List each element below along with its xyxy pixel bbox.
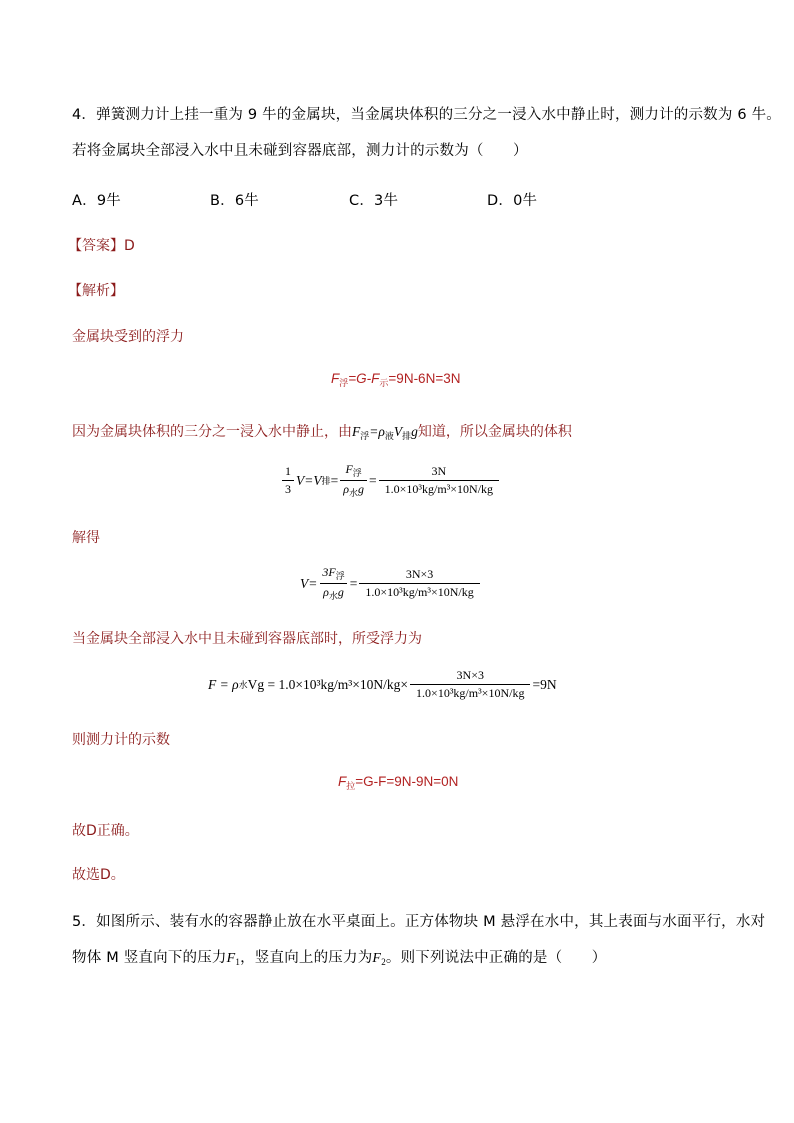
step4-text: 当金属块全部浸入水中且未碰到容器底部时，所受浮力为 — [72, 631, 422, 647]
equation-reading: $F_拉=G-F=9N-9N=0N$ — [338, 774, 459, 791]
step3-text: 解得 — [72, 530, 100, 546]
option-c: C．3牛 — [349, 193, 399, 209]
equation-buoyancy: $F_浮=G-F_示=9N-6N=3N$ — [331, 371, 461, 388]
q4-line1: 4．弹簧测力计上挂一重为 9 牛的金属块，当金属块体积的三分之一浸入水中静止时，测力计的示数为 6 牛。 — [72, 107, 782, 123]
equation-solved-volume: V= $\frac{3F_浮}{\rho_水g}$ = $\frac{3N\times 3}{\text{1.0×10³kg/m³×10N/kg}}$ — [300, 565, 482, 602]
option-d: D．0牛 — [487, 193, 538, 209]
step1-text: 金属块受到的浮力 — [72, 329, 184, 345]
equation-volume: $\frac{1}{3}$ V=V 排 = $\frac{F_浮}{\rho_水g}$ = $\frac{3N}{\text{1.0×10³kg/m³×10N/kg}}$ — [280, 462, 501, 499]
answer-label: 【答案】 — [68, 238, 124, 254]
equation-full-buoyancy: F = ρ 水 Vg = 1.0×10³kg/m³×10N/kg× $\frac{3N\times 3}{\text{1.0×10³kg/m³×10N/kg}}$ =9N — [208, 668, 557, 700]
q5-line1: 5．如图所示、装有水的容器静止放在水平桌面上。正方体物块 M 悬浮在水中，其上表面与水面平行，水对 — [72, 914, 766, 930]
archimedes-formula: $F_浮=\rho_液V_排g$ — [352, 424, 418, 441]
option-b: B．6牛 — [210, 193, 259, 209]
option-a: A．9牛 — [72, 193, 121, 209]
step5-text: 则测力计的示数 — [72, 732, 170, 748]
answer-value: D — [124, 238, 135, 254]
answer-line — [68, 235, 135, 255]
q5-line2: 物体 M 竖直向下的压力$F_1$，竖直向上的压力为$F_2$。则下列说法中正确的是（ ） — [72, 950, 607, 967]
conclusion-correct: 故D正确。 — [72, 823, 139, 839]
conclusion-choice: 故选D。 — [72, 867, 125, 883]
q4-line2: 若将金属块全部浸入水中且未碰到容器底部，测力计的示数为（ ） — [72, 143, 528, 159]
analysis-label: 【解析】 — [68, 283, 124, 299]
step2-text: 因为金属块体积的三分之一浸入水中静止，由$F_浮=\rho_液V_排g$知道，所以金属块的体积 — [72, 424, 572, 441]
